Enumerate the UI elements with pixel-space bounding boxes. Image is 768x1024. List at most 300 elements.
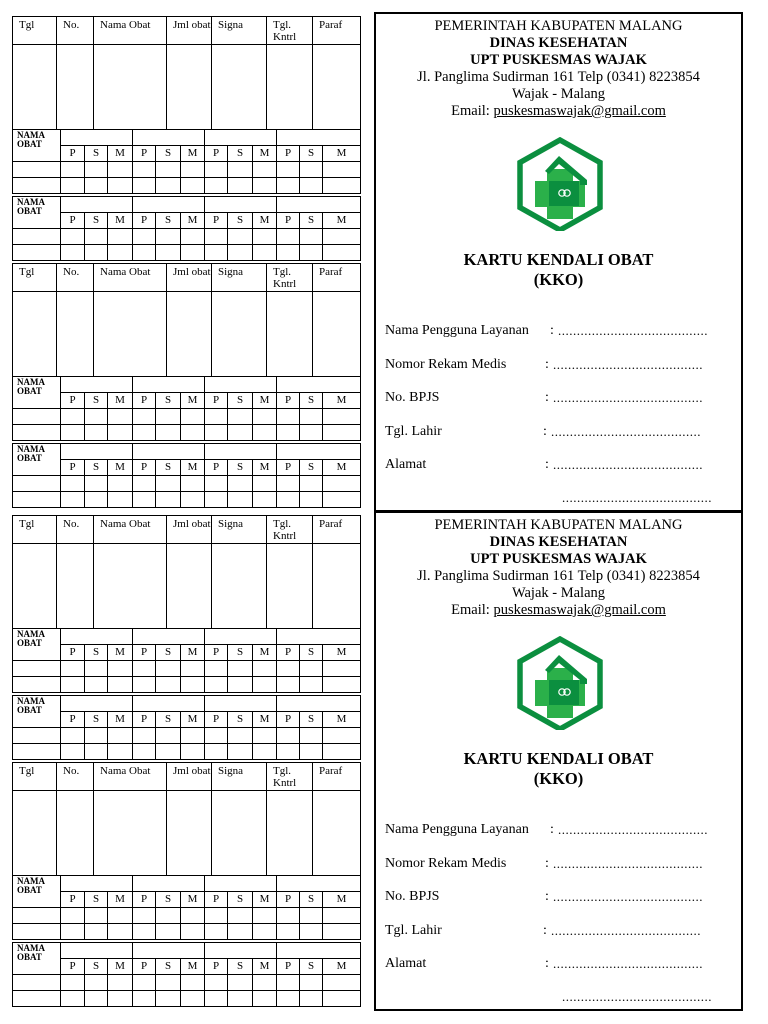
schedule-check-cell: [85, 162, 108, 178]
schedule-check-cell: [85, 492, 108, 508]
schedule-letter: P: [133, 213, 156, 229]
schedule-check-cell: [323, 492, 361, 508]
schedule-check-cell: [323, 924, 361, 940]
schedule-check-cell: [181, 162, 205, 178]
gov-name: PEMERINTAH KABUPATEN MALANG: [434, 517, 683, 533]
field-input-tgl-lahir[interactable]: ........................................: [551, 923, 701, 938]
schedule-check-row: [13, 476, 361, 492]
schedule-check-cell: [13, 661, 61, 677]
log-cell: [212, 292, 267, 377]
schedule-check-row: [13, 908, 361, 924]
schedule-check-cell: [277, 728, 300, 744]
schedule-check-cell: [228, 229, 253, 245]
email-label: Email:: [451, 602, 494, 618]
schedule-check-cell: [300, 178, 323, 194]
schedule-check-cell: [85, 229, 108, 245]
schedule-check-row: [13, 661, 361, 677]
dept-name: DINAS KESEHATAN: [489, 35, 628, 51]
schedule-check-cell: [13, 229, 61, 245]
schedule-check-cell: [13, 744, 61, 760]
schedule-check-cell: [61, 162, 85, 178]
field-input-rekam-medis[interactable]: ........................................: [553, 357, 703, 372]
schedule-letter: S: [228, 712, 253, 728]
schedule-check-cell: [323, 677, 361, 693]
schedule-check-cell: [13, 728, 61, 744]
medicine-name-row: [13, 629, 361, 645]
schedule-letter: P: [61, 712, 85, 728]
schedule-check-cell: [300, 162, 323, 178]
field-colon: :: [545, 956, 549, 971]
schedule-letter: P: [205, 645, 228, 661]
schedule-letter: M: [181, 645, 205, 661]
kko-card: [12, 511, 741, 1009]
schedule-check-cell: [323, 178, 361, 194]
schedule-check-cell: [108, 991, 133, 1007]
schedule-check-cell: [253, 924, 277, 940]
schedule-check-cell: [205, 245, 228, 261]
schedule-check-cell: [133, 728, 156, 744]
schedule-check-cell: [108, 476, 133, 492]
title-line-2: (KKO): [533, 769, 584, 788]
schedule-check-cell: [133, 661, 156, 677]
schedule-check-cell: [61, 476, 85, 492]
header-paraf: Paraf: [313, 17, 361, 45]
field-label-nama-pengguna: Nama Pengguna Layanan: [385, 323, 529, 338]
schedule-letter: M: [253, 213, 277, 229]
header-signa: Signa: [212, 516, 267, 544]
schedule-letter: M: [253, 712, 277, 728]
schedule-check-cell: [300, 908, 323, 924]
schedule-check-cell: [253, 677, 277, 693]
schedule-check-cell: [205, 425, 228, 441]
schedule-letter: M: [323, 645, 361, 661]
schedule-pattern-row: [13, 712, 361, 728]
schedule-letter: M: [108, 213, 133, 229]
schedule-check-cell: [156, 162, 181, 178]
medicine-name-cell: [205, 876, 277, 892]
field-colon: :: [550, 323, 554, 338]
schedule-letter: M: [253, 460, 277, 476]
schedule-check-cell: [156, 425, 181, 441]
schedule-check-cell: [156, 409, 181, 425]
dispensing-log-table: [12, 16, 361, 130]
schedule-check-cell: [323, 476, 361, 492]
medicine-name-cell: [61, 444, 133, 460]
schedule-check-cell: [85, 661, 108, 677]
schedule-check-cell: [300, 229, 323, 245]
medicine-name-row: [13, 130, 361, 146]
schedule-check-cell: [61, 409, 85, 425]
schedule-check-cell: [13, 409, 61, 425]
schedule-letter: P: [277, 892, 300, 908]
schedule-check-cell: [156, 924, 181, 940]
medicine-name-cell: [61, 377, 133, 393]
medicine-name-cell: [277, 197, 361, 213]
field-input-nama-pengguna[interactable]: ........................................: [558, 822, 708, 837]
log-cell: [94, 544, 167, 629]
unit-name: UPT PUSKESMAS WAJAK: [470, 52, 647, 68]
schedule-check-cell: [323, 728, 361, 744]
schedule-check-cell: [277, 229, 300, 245]
schedule-check-cell: [300, 744, 323, 760]
schedule-letter: P: [277, 712, 300, 728]
schedule-check-cell: [205, 677, 228, 693]
dispensing-log-table: [12, 263, 361, 377]
schedule-check-cell: [300, 677, 323, 693]
log-cell: [212, 544, 267, 629]
schedule-check-cell: [181, 677, 205, 693]
schedule-letter: M: [253, 645, 277, 661]
schedule-letter: P: [205, 959, 228, 975]
schedule-letter: P: [133, 645, 156, 661]
field-input-rekam-medis[interactable]: ........................................: [553, 856, 703, 871]
medicine-name-cell: [205, 377, 277, 393]
schedule-check-cell: [61, 924, 85, 940]
schedule-check-cell: [133, 409, 156, 425]
schedule-check-cell: [253, 425, 277, 441]
schedule-check-cell: [277, 425, 300, 441]
log-cell: [57, 45, 94, 130]
schedule-check-cell: [156, 245, 181, 261]
schedule-check-cell: [61, 744, 85, 760]
header-nama-obat: Nama Obat: [94, 264, 167, 292]
schedule-check-cell: [61, 728, 85, 744]
medicine-name-row: [13, 444, 361, 460]
field-input-bpjs[interactable]: ........................................: [553, 889, 703, 904]
schedule-letter: M: [181, 460, 205, 476]
header-no: No.: [57, 17, 94, 45]
schedule-check-cell: [228, 908, 253, 924]
schedule-letter: P: [133, 712, 156, 728]
medicine-name-cell: [61, 629, 133, 645]
log-entry-row: [13, 292, 361, 377]
medicine-name-cell: [133, 629, 205, 645]
field-colon: :: [545, 457, 549, 472]
medicine-schedule-table: [12, 376, 361, 441]
schedule-check-cell: [133, 908, 156, 924]
field-label-alamat: Alamat: [385, 457, 427, 472]
schedule-letter: P: [205, 213, 228, 229]
schedule-check-cell: [253, 409, 277, 425]
header-tgl: Tgl: [13, 516, 57, 544]
schedule-check-cell: [133, 476, 156, 492]
schedule-letter: M: [181, 959, 205, 975]
schedule-letter: M: [181, 213, 205, 229]
field-label-nama-pengguna: Nama Pengguna Layanan: [385, 822, 529, 837]
medicine-schedule-table: [12, 695, 361, 760]
schedule-letter: M: [323, 146, 361, 162]
schedule-letter: P: [133, 959, 156, 975]
schedule-letter: S: [228, 959, 253, 975]
schedule-check-cell: [323, 991, 361, 1007]
schedule-check-cell: [228, 245, 253, 261]
schedule-check-cell: [85, 425, 108, 441]
schedule-check-cell: [85, 728, 108, 744]
header-paraf: Paraf: [313, 516, 361, 544]
log-cell: [167, 791, 212, 876]
log-cell: [313, 544, 361, 629]
schedule-check-cell: [228, 677, 253, 693]
medicine-name-label: NAMA OBAT: [13, 197, 61, 229]
institution-header: [376, 18, 741, 120]
schedule-check-cell: [61, 677, 85, 693]
schedule-check-cell: [300, 245, 323, 261]
schedule-letter: M: [181, 712, 205, 728]
schedule-check-cell: [228, 728, 253, 744]
schedule-check-cell: [300, 728, 323, 744]
medicine-name-label: NAMA OBAT: [13, 377, 61, 409]
schedule-check-cell: [133, 425, 156, 441]
schedule-letter: S: [85, 393, 108, 409]
schedule-check-cell: [323, 908, 361, 924]
schedule-letter: P: [277, 645, 300, 661]
schedule-check-cell: [108, 178, 133, 194]
schedule-check-cell: [133, 229, 156, 245]
gov-name: PEMERINTAH KABUPATEN MALANG: [434, 18, 683, 34]
log-cell: [13, 292, 57, 377]
title-line-1: KARTU KENDALI OBAT: [463, 749, 654, 768]
schedule-check-cell: [228, 492, 253, 508]
header-signa: Signa: [212, 763, 267, 791]
header-tgl: Tgl: [13, 17, 57, 45]
schedule-check-cell: [85, 924, 108, 940]
schedule-check-cell: [181, 245, 205, 261]
schedule-pattern-row: [13, 213, 361, 229]
header-tgl: Tgl: [13, 264, 57, 292]
log-cell: [313, 45, 361, 130]
schedule-check-cell: [228, 409, 253, 425]
address: Jl. Panglima Sudirman 161 Telp (0341) 8223854: [417, 568, 700, 584]
schedule-letter: P: [277, 393, 300, 409]
schedule-check-cell: [85, 975, 108, 991]
schedule-pattern-row: [13, 393, 361, 409]
schedule-check-cell: [13, 492, 61, 508]
title-line-2: (KKO): [533, 270, 584, 289]
medicine-name-row: [13, 876, 361, 892]
schedule-letter: S: [300, 959, 323, 975]
schedule-check-cell: [181, 178, 205, 194]
schedule-check-cell: [181, 908, 205, 924]
schedule-letter: S: [228, 213, 253, 229]
header-no: No.: [57, 763, 94, 791]
email-line: [376, 103, 741, 120]
log-entry-row: [13, 544, 361, 629]
schedule-check-cell: [156, 661, 181, 677]
medicine-name-label: NAMA OBAT: [13, 629, 61, 661]
schedule-check-cell: [253, 178, 277, 194]
medicine-name-cell: [61, 197, 133, 213]
field-input-bpjs[interactable]: ........................................: [553, 390, 703, 405]
schedule-letter: S: [85, 645, 108, 661]
schedule-letter: M: [253, 393, 277, 409]
schedule-check-row: [13, 425, 361, 441]
medicine-schedule-table: [12, 875, 361, 940]
schedule-pattern-row: [13, 146, 361, 162]
schedule-letter: S: [300, 213, 323, 229]
schedule-letter: S: [85, 460, 108, 476]
medicine-name-cell: [277, 696, 361, 712]
schedule-check-cell: [61, 425, 85, 441]
schedule-check-row: [13, 229, 361, 245]
schedule-letter: S: [85, 712, 108, 728]
schedule-check-cell: [156, 178, 181, 194]
schedule-check-cell: [253, 728, 277, 744]
header-jml-obat: Jml obat: [167, 763, 212, 791]
field-input-alamat[interactable]: ........................................: [553, 457, 703, 472]
schedule-letter: M: [253, 892, 277, 908]
schedule-check-cell: [253, 492, 277, 508]
header-paraf: Paraf: [313, 763, 361, 791]
field-colon: :: [545, 390, 549, 405]
schedule-check-cell: [13, 178, 61, 194]
schedule-check-cell: [205, 975, 228, 991]
schedule-check-cell: [277, 991, 300, 1007]
field-input-alamat-line-2[interactable]: ........................................: [562, 989, 712, 1004]
schedule-check-cell: [133, 975, 156, 991]
schedule-letter: S: [156, 959, 181, 975]
puskesmas-logo-icon: [516, 137, 604, 231]
schedule-letter: P: [133, 460, 156, 476]
schedule-check-cell: [108, 744, 133, 760]
schedule-check-cell: [253, 975, 277, 991]
schedule-check-cell: [85, 178, 108, 194]
schedule-letter: P: [133, 393, 156, 409]
schedule-letter: P: [277, 146, 300, 162]
log-cell: [94, 791, 167, 876]
schedule-letter: P: [277, 460, 300, 476]
schedule-letter: P: [61, 146, 85, 162]
schedule-check-row: [13, 975, 361, 991]
schedule-check-cell: [228, 991, 253, 1007]
medicine-name-cell: [277, 943, 361, 959]
schedule-check-row: [13, 744, 361, 760]
schedule-pattern-row: [13, 892, 361, 908]
schedule-letter: M: [323, 393, 361, 409]
schedule-check-cell: [277, 245, 300, 261]
schedule-check-cell: [156, 744, 181, 760]
medicine-name-row: [13, 197, 361, 213]
header-nama-obat: Nama Obat: [94, 763, 167, 791]
schedule-check-cell: [323, 425, 361, 441]
schedule-check-cell: [13, 677, 61, 693]
field-input-alamat-line-2[interactable]: ........................................: [562, 490, 712, 505]
schedule-check-cell: [277, 409, 300, 425]
schedule-check-cell: [181, 975, 205, 991]
schedule-check-cell: [323, 245, 361, 261]
medicine-name-cell: [205, 130, 277, 146]
medicine-name-cell: [133, 876, 205, 892]
header-nama-obat: Nama Obat: [94, 17, 167, 45]
schedule-check-cell: [300, 991, 323, 1007]
schedule-letter: P: [205, 892, 228, 908]
medicine-name-cell: [133, 943, 205, 959]
email-label: Email:: [451, 103, 494, 119]
schedule-letter: S: [300, 393, 323, 409]
schedule-check-cell: [323, 975, 361, 991]
dispensing-log-table: [12, 762, 361, 876]
schedule-check-cell: [205, 162, 228, 178]
schedule-letter: S: [300, 460, 323, 476]
schedule-letter: S: [156, 645, 181, 661]
schedule-check-cell: [85, 908, 108, 924]
schedule-check-cell: [108, 975, 133, 991]
schedule-check-cell: [133, 492, 156, 508]
schedule-pattern-row: [13, 460, 361, 476]
schedule-letter: M: [181, 393, 205, 409]
schedule-letter: S: [85, 892, 108, 908]
schedule-check-cell: [61, 492, 85, 508]
medicine-name-cell: [61, 130, 133, 146]
schedule-check-row: [13, 728, 361, 744]
schedule-check-cell: [133, 178, 156, 194]
schedule-check-cell: [277, 178, 300, 194]
medicine-name-cell: [277, 444, 361, 460]
schedule-check-cell: [277, 975, 300, 991]
header-no: No.: [57, 264, 94, 292]
email-link[interactable]: puskesmaswajak@gmail.com: [493, 103, 666, 119]
log-cell: [313, 292, 361, 377]
medicine-name-cell: [61, 876, 133, 892]
medicine-name-label: NAMA OBAT: [13, 130, 61, 162]
field-colon: :: [543, 424, 547, 439]
schedule-letter: M: [108, 645, 133, 661]
medicine-name-cell: [205, 629, 277, 645]
medicine-name-cell: [133, 696, 205, 712]
schedule-check-cell: [13, 425, 61, 441]
schedule-check-cell: [323, 409, 361, 425]
field-input-nama-pengguna[interactable]: ........................................: [558, 323, 708, 338]
medicine-schedule-table: [12, 628, 361, 693]
schedule-check-cell: [85, 245, 108, 261]
schedule-check-cell: [228, 425, 253, 441]
schedule-check-cell: [300, 492, 323, 508]
email-link[interactable]: puskesmaswajak@gmail.com: [493, 602, 666, 618]
schedule-check-cell: [13, 975, 61, 991]
log-cell: [212, 791, 267, 876]
schedule-check-cell: [181, 924, 205, 940]
field-input-tgl-lahir[interactable]: ........................................: [551, 424, 701, 439]
schedule-check-cell: [277, 162, 300, 178]
header-signa: Signa: [212, 264, 267, 292]
schedule-letter: P: [133, 146, 156, 162]
schedule-check-cell: [61, 245, 85, 261]
schedule-check-cell: [323, 661, 361, 677]
medicine-name-row: [13, 377, 361, 393]
patient-card-panel: [374, 511, 743, 1011]
header-tgl-kntrl: Tgl. Kntrl: [267, 763, 313, 791]
schedule-letter: M: [253, 146, 277, 162]
schedule-check-cell: [181, 229, 205, 245]
log-cell: [13, 45, 57, 130]
header-tgl-kntrl: Tgl. Kntrl: [267, 17, 313, 45]
schedule-check-cell: [108, 924, 133, 940]
medicine-name-cell: [205, 696, 277, 712]
schedule-pattern-row: [13, 645, 361, 661]
schedule-check-cell: [156, 476, 181, 492]
schedule-check-cell: [181, 661, 205, 677]
schedule-check-cell: [205, 229, 228, 245]
schedule-check-row: [13, 178, 361, 194]
schedule-letter: M: [323, 892, 361, 908]
medicine-name-cell: [133, 377, 205, 393]
schedule-check-row: [13, 492, 361, 508]
field-input-alamat[interactable]: ........................................: [553, 956, 703, 971]
field-label-tgl-lahir: Tgl. Lahir: [385, 923, 442, 938]
schedule-check-cell: [205, 476, 228, 492]
schedule-check-cell: [133, 245, 156, 261]
field-colon: :: [545, 357, 549, 372]
medicine-schedule-table: [12, 196, 361, 261]
